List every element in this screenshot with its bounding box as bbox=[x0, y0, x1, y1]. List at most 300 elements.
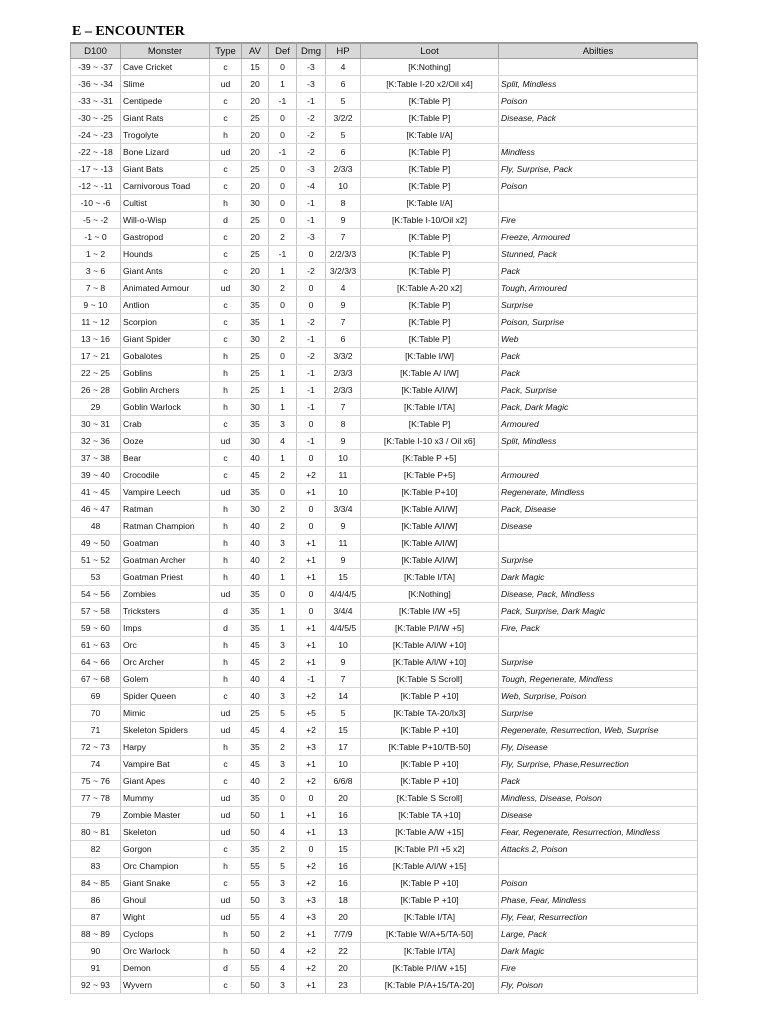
cell-loot: [K:Table P +10] bbox=[361, 875, 499, 892]
cell-d100: -39 ~ -37 bbox=[71, 59, 121, 76]
cell-type: ud bbox=[210, 722, 242, 739]
cell-monster: Mimic bbox=[121, 705, 210, 722]
cell-loot: [K:Table P] bbox=[361, 246, 499, 263]
cell-monster: Zombie Master bbox=[121, 807, 210, 824]
table-row bbox=[71, 875, 698, 892]
cell-av: 25 bbox=[242, 382, 269, 399]
cell-hp: 11 bbox=[326, 467, 361, 484]
cell-loot: [K:Table P] bbox=[361, 110, 499, 127]
cell-d100: 72 ~ 73 bbox=[71, 739, 121, 756]
table-row bbox=[71, 790, 698, 807]
cell-loot: [K:Table P +5] bbox=[361, 450, 499, 467]
cell-loot: [K:Table A/W +15] bbox=[361, 824, 499, 841]
cell-type: ud bbox=[210, 586, 242, 603]
cell-av: 50 bbox=[242, 977, 269, 994]
cell-def: 1 bbox=[269, 314, 297, 331]
cell-av: 55 bbox=[242, 909, 269, 926]
cell-d100: 79 bbox=[71, 807, 121, 824]
cell-hp: 10 bbox=[326, 756, 361, 773]
cell-def: 0 bbox=[269, 212, 297, 229]
cell-abilities: Phase, Fear, Mindless bbox=[499, 892, 698, 909]
cell-abilities: Fear, Regenerate, Resurrection, Mindless bbox=[499, 824, 698, 841]
cell-type: h bbox=[210, 926, 242, 943]
cell-abilities: Pack, Dark Magic bbox=[499, 399, 698, 416]
cell-abilities: Fly, Surprise, Pack bbox=[499, 161, 698, 178]
cell-dmg: -1 bbox=[297, 399, 326, 416]
table-row bbox=[71, 603, 698, 620]
cell-dmg: -2 bbox=[297, 348, 326, 365]
cell-hp: 6/6/8 bbox=[326, 773, 361, 790]
cell-abilities: Pack bbox=[499, 365, 698, 382]
cell-dmg: 0 bbox=[297, 841, 326, 858]
cell-def: 2 bbox=[269, 654, 297, 671]
table-row bbox=[71, 467, 698, 484]
cell-monster: Giant Spider bbox=[121, 331, 210, 348]
page-title: E – ENCOUNTER bbox=[70, 22, 697, 43]
cell-monster: Skeleton Spiders bbox=[121, 722, 210, 739]
cell-type: c bbox=[210, 314, 242, 331]
cell-def: 4 bbox=[269, 433, 297, 450]
cell-dmg: +1 bbox=[297, 637, 326, 654]
cell-abilities: Poison, Surprise bbox=[499, 314, 698, 331]
cell-monster: Zombies bbox=[121, 586, 210, 603]
cell-type: c bbox=[210, 875, 242, 892]
cell-def: -1 bbox=[269, 93, 297, 110]
cell-hp: 9 bbox=[326, 433, 361, 450]
cell-loot: [K:Table P/A+15/TA-20] bbox=[361, 977, 499, 994]
cell-abilities: Pack, Surprise bbox=[499, 382, 698, 399]
cell-type: ud bbox=[210, 892, 242, 909]
cell-type: c bbox=[210, 977, 242, 994]
cell-type: h bbox=[210, 501, 242, 518]
cell-hp: 9 bbox=[326, 654, 361, 671]
cell-monster: Orc Archer bbox=[121, 654, 210, 671]
table-row bbox=[71, 416, 698, 433]
cell-av: 20 bbox=[242, 229, 269, 246]
cell-def: 0 bbox=[269, 59, 297, 76]
cell-type: ud bbox=[210, 76, 242, 93]
cell-d100: -10 ~ -6 bbox=[71, 195, 121, 212]
table-row bbox=[71, 76, 698, 93]
cell-abilities bbox=[499, 858, 698, 875]
cell-def: 1 bbox=[269, 603, 297, 620]
cell-def: 2 bbox=[269, 926, 297, 943]
cell-d100: 54 ~ 56 bbox=[71, 586, 121, 603]
cell-loot: [K:Table I/TA] bbox=[361, 943, 499, 960]
cell-monster: Giant Snake bbox=[121, 875, 210, 892]
column-header-def: Def bbox=[269, 44, 297, 59]
table-row bbox=[71, 620, 698, 637]
cell-monster: Bone Lizard bbox=[121, 144, 210, 161]
cell-type: d bbox=[210, 620, 242, 637]
cell-type: h bbox=[210, 654, 242, 671]
cell-monster: Giant Ants bbox=[121, 263, 210, 280]
cell-def: 0 bbox=[269, 484, 297, 501]
cell-def: 2 bbox=[269, 229, 297, 246]
cell-av: 20 bbox=[242, 93, 269, 110]
encounter-sheet bbox=[70, 22, 697, 994]
cell-hp: 6 bbox=[326, 331, 361, 348]
cell-type: c bbox=[210, 331, 242, 348]
cell-loot: [K:Table A/I/W] bbox=[361, 382, 499, 399]
cell-dmg: -3 bbox=[297, 76, 326, 93]
cell-abilities: Pack bbox=[499, 263, 698, 280]
cell-abilities bbox=[499, 195, 698, 212]
cell-abilities: Pack bbox=[499, 348, 698, 365]
cell-type: ud bbox=[210, 790, 242, 807]
cell-abilities: Surprise bbox=[499, 297, 698, 314]
cell-type: d bbox=[210, 603, 242, 620]
cell-av: 40 bbox=[242, 552, 269, 569]
cell-av: 25 bbox=[242, 161, 269, 178]
cell-monster: Trogolyte bbox=[121, 127, 210, 144]
cell-loot: [K:Table P] bbox=[361, 161, 499, 178]
cell-abilities: Fire, Pack bbox=[499, 620, 698, 637]
cell-loot: [K:Nothing] bbox=[361, 586, 499, 603]
cell-av: 35 bbox=[242, 314, 269, 331]
cell-av: 25 bbox=[242, 365, 269, 382]
cell-loot: [K:Table W/A+5/TA-50] bbox=[361, 926, 499, 943]
cell-type: d bbox=[210, 212, 242, 229]
cell-type: h bbox=[210, 858, 242, 875]
cell-loot: [K:Table I/TA] bbox=[361, 909, 499, 926]
cell-def: 3 bbox=[269, 756, 297, 773]
table-row bbox=[71, 841, 698, 858]
table-row bbox=[71, 518, 698, 535]
cell-av: 45 bbox=[242, 756, 269, 773]
cell-def: 1 bbox=[269, 263, 297, 280]
cell-hp: 10 bbox=[326, 484, 361, 501]
cell-dmg: -1 bbox=[297, 212, 326, 229]
cell-type: h bbox=[210, 127, 242, 144]
cell-def: 3 bbox=[269, 637, 297, 654]
cell-d100: 92 ~ 93 bbox=[71, 977, 121, 994]
cell-abilities: Pack, Surprise, Dark Magic bbox=[499, 603, 698, 620]
table-row bbox=[71, 637, 698, 654]
cell-abilities: Large, Pack bbox=[499, 926, 698, 943]
cell-hp: 9 bbox=[326, 212, 361, 229]
cell-monster: Demon bbox=[121, 960, 210, 977]
table-row bbox=[71, 909, 698, 926]
table-row bbox=[71, 960, 698, 977]
cell-type: d bbox=[210, 960, 242, 977]
cell-abilities: Fly, Disease bbox=[499, 739, 698, 756]
table-row bbox=[71, 654, 698, 671]
cell-hp: 10 bbox=[326, 178, 361, 195]
cell-av: 45 bbox=[242, 637, 269, 654]
cell-loot: [K:Table A/ I/W] bbox=[361, 365, 499, 382]
cell-def: 4 bbox=[269, 909, 297, 926]
cell-d100: -1 ~ 0 bbox=[71, 229, 121, 246]
cell-def: 3 bbox=[269, 535, 297, 552]
cell-av: 20 bbox=[242, 178, 269, 195]
cell-abilities: Freeze, Armoured bbox=[499, 229, 698, 246]
cell-av: 35 bbox=[242, 416, 269, 433]
cell-d100: -12 ~ -11 bbox=[71, 178, 121, 195]
cell-abilities: Disease bbox=[499, 807, 698, 824]
cell-av: 25 bbox=[242, 348, 269, 365]
cell-type: h bbox=[210, 365, 242, 382]
cell-hp: 7 bbox=[326, 229, 361, 246]
cell-av: 45 bbox=[242, 467, 269, 484]
cell-monster: Hounds bbox=[121, 246, 210, 263]
cell-monster: Will-o-Wisp bbox=[121, 212, 210, 229]
cell-dmg: -4 bbox=[297, 178, 326, 195]
cell-monster: Vampire Bat bbox=[121, 756, 210, 773]
column-header-d100: D100 bbox=[71, 44, 121, 59]
cell-loot: [K:Table I/W +5] bbox=[361, 603, 499, 620]
cell-loot: [K:Table P+10/TB-50] bbox=[361, 739, 499, 756]
cell-loot: [K:Table I/TA] bbox=[361, 399, 499, 416]
cell-def: 2 bbox=[269, 467, 297, 484]
cell-d100: 49 ~ 50 bbox=[71, 535, 121, 552]
cell-loot: [K:Table P +10] bbox=[361, 892, 499, 909]
cell-type: h bbox=[210, 943, 242, 960]
cell-loot: [K:Table P/I +5 x2] bbox=[361, 841, 499, 858]
cell-abilities: Pack bbox=[499, 773, 698, 790]
cell-monster: Orc bbox=[121, 637, 210, 654]
cell-type: h bbox=[210, 195, 242, 212]
cell-dmg: -2 bbox=[297, 314, 326, 331]
cell-d100: 82 bbox=[71, 841, 121, 858]
cell-av: 15 bbox=[242, 59, 269, 76]
cell-hp: 5 bbox=[326, 93, 361, 110]
cell-av: 50 bbox=[242, 807, 269, 824]
cell-hp: 3/2/2 bbox=[326, 110, 361, 127]
cell-abilities: Surprise bbox=[499, 654, 698, 671]
cell-abilities: Armoured bbox=[499, 416, 698, 433]
column-header-av: AV bbox=[242, 44, 269, 59]
cell-def: 1 bbox=[269, 569, 297, 586]
table-row bbox=[71, 263, 698, 280]
cell-type: c bbox=[210, 263, 242, 280]
cell-hp: 16 bbox=[326, 858, 361, 875]
cell-loot: [K:Table I-10 x3 / Oil x6] bbox=[361, 433, 499, 450]
cell-def: 0 bbox=[269, 127, 297, 144]
cell-d100: 3 ~ 6 bbox=[71, 263, 121, 280]
cell-hp: 3/3/2 bbox=[326, 348, 361, 365]
cell-def: 3 bbox=[269, 688, 297, 705]
cell-def: 1 bbox=[269, 620, 297, 637]
table-row bbox=[71, 450, 698, 467]
cell-av: 30 bbox=[242, 433, 269, 450]
cell-loot: [K:Table P +10] bbox=[361, 756, 499, 773]
cell-type: h bbox=[210, 637, 242, 654]
cell-type: ud bbox=[210, 433, 242, 450]
cell-monster: Vampire Leech bbox=[121, 484, 210, 501]
cell-dmg: -1 bbox=[297, 365, 326, 382]
cell-type: c bbox=[210, 841, 242, 858]
cell-hp: 2/3/3 bbox=[326, 161, 361, 178]
cell-monster: Tricksters bbox=[121, 603, 210, 620]
cell-dmg: -1 bbox=[297, 671, 326, 688]
cell-d100: 53 bbox=[71, 569, 121, 586]
cell-dmg: 0 bbox=[297, 790, 326, 807]
cell-dmg: -3 bbox=[297, 161, 326, 178]
table-row bbox=[71, 586, 698, 603]
cell-dmg: +1 bbox=[297, 620, 326, 637]
cell-type: h bbox=[210, 348, 242, 365]
cell-monster: Gastropod bbox=[121, 229, 210, 246]
cell-monster: Imps bbox=[121, 620, 210, 637]
cell-loot: [K:Table TA-20/Ix3] bbox=[361, 705, 499, 722]
cell-monster: Giant Apes bbox=[121, 773, 210, 790]
table-row bbox=[71, 926, 698, 943]
cell-hp: 4/4/4/5 bbox=[326, 586, 361, 603]
cell-type: h bbox=[210, 552, 242, 569]
cell-loot: [K:Table P +10] bbox=[361, 722, 499, 739]
cell-monster: Wyvern bbox=[121, 977, 210, 994]
cell-d100: 30 ~ 31 bbox=[71, 416, 121, 433]
cell-type: c bbox=[210, 246, 242, 263]
cell-dmg: 0 bbox=[297, 586, 326, 603]
cell-loot: [K:Table P+5] bbox=[361, 467, 499, 484]
cell-def: 0 bbox=[269, 586, 297, 603]
table-row bbox=[71, 739, 698, 756]
cell-dmg: 0 bbox=[297, 450, 326, 467]
cell-def: 4 bbox=[269, 943, 297, 960]
cell-monster: Centipede bbox=[121, 93, 210, 110]
cell-type: c bbox=[210, 59, 242, 76]
cell-loot: [K:Table P+10] bbox=[361, 484, 499, 501]
cell-av: 35 bbox=[242, 586, 269, 603]
cell-abilities: Fly, Fear, Resurrection bbox=[499, 909, 698, 926]
cell-type: h bbox=[210, 399, 242, 416]
cell-av: 25 bbox=[242, 705, 269, 722]
cell-d100: 70 bbox=[71, 705, 121, 722]
cell-abilities: Web, Surprise, Poison bbox=[499, 688, 698, 705]
cell-monster: Orc Champion bbox=[121, 858, 210, 875]
cell-loot: [K:Table P] bbox=[361, 144, 499, 161]
cell-loot: [K:Table S Scroll] bbox=[361, 671, 499, 688]
cell-hp: 6 bbox=[326, 144, 361, 161]
cell-hp: 13 bbox=[326, 824, 361, 841]
cell-type: c bbox=[210, 756, 242, 773]
cell-def: 4 bbox=[269, 960, 297, 977]
cell-monster: Cave Cricket bbox=[121, 59, 210, 76]
cell-def: 1 bbox=[269, 382, 297, 399]
table-row bbox=[71, 93, 698, 110]
cell-dmg: +1 bbox=[297, 654, 326, 671]
cell-av: 50 bbox=[242, 943, 269, 960]
cell-hp: 20 bbox=[326, 960, 361, 977]
cell-av: 35 bbox=[242, 603, 269, 620]
cell-av: 40 bbox=[242, 671, 269, 688]
cell-d100: -5 ~ -2 bbox=[71, 212, 121, 229]
cell-d100: 84 ~ 85 bbox=[71, 875, 121, 892]
cell-av: 30 bbox=[242, 331, 269, 348]
cell-d100: 26 ~ 28 bbox=[71, 382, 121, 399]
cell-type: h bbox=[210, 671, 242, 688]
cell-monster: Goblin Archers bbox=[121, 382, 210, 399]
cell-def: 0 bbox=[269, 110, 297, 127]
cell-hp: 2/3/3 bbox=[326, 365, 361, 382]
cell-hp: 23 bbox=[326, 977, 361, 994]
cell-av: 45 bbox=[242, 654, 269, 671]
cell-abilities bbox=[499, 637, 698, 654]
cell-loot: [K:Table I/A] bbox=[361, 195, 499, 212]
cell-hp: 4/4/5/5 bbox=[326, 620, 361, 637]
cell-loot: [K:Table P] bbox=[361, 297, 499, 314]
cell-hp: 17 bbox=[326, 739, 361, 756]
cell-loot: [K:Table A/I/W +10] bbox=[361, 637, 499, 654]
cell-dmg: +3 bbox=[297, 739, 326, 756]
cell-monster: Mummy bbox=[121, 790, 210, 807]
cell-monster: Goatman Archer bbox=[121, 552, 210, 569]
table-row bbox=[71, 127, 698, 144]
cell-abilities: Armoured bbox=[499, 467, 698, 484]
cell-av: 40 bbox=[242, 773, 269, 790]
table-row bbox=[71, 297, 698, 314]
cell-abilities: Dark Magic bbox=[499, 569, 698, 586]
cell-abilities: Tough, Armoured bbox=[499, 280, 698, 297]
cell-def: 1 bbox=[269, 365, 297, 382]
cell-loot: [K:Table P/I/W +15] bbox=[361, 960, 499, 977]
cell-dmg: -1 bbox=[297, 433, 326, 450]
cell-loot: [K:Table P +10] bbox=[361, 773, 499, 790]
cell-loot: [K:Table P +10] bbox=[361, 688, 499, 705]
cell-dmg: 0 bbox=[297, 603, 326, 620]
cell-hp: 15 bbox=[326, 569, 361, 586]
cell-monster: Scorpion bbox=[121, 314, 210, 331]
cell-def: 1 bbox=[269, 76, 297, 93]
table-row bbox=[71, 331, 698, 348]
cell-def: 2 bbox=[269, 501, 297, 518]
table-row bbox=[71, 212, 698, 229]
cell-def: 2 bbox=[269, 773, 297, 790]
cell-d100: 75 ~ 76 bbox=[71, 773, 121, 790]
cell-d100: 88 ~ 89 bbox=[71, 926, 121, 943]
cell-hp: 15 bbox=[326, 722, 361, 739]
cell-monster: Cyclops bbox=[121, 926, 210, 943]
cell-abilities: Stunned, Pack bbox=[499, 246, 698, 263]
cell-monster: Crocodile bbox=[121, 467, 210, 484]
cell-type: ud bbox=[210, 807, 242, 824]
cell-abilities: Split, Mindless bbox=[499, 433, 698, 450]
cell-av: 40 bbox=[242, 569, 269, 586]
cell-hp: 16 bbox=[326, 875, 361, 892]
cell-hp: 2/2/3/3 bbox=[326, 246, 361, 263]
cell-monster: Slime bbox=[121, 76, 210, 93]
cell-hp: 8 bbox=[326, 416, 361, 433]
cell-loot: [K:Table P] bbox=[361, 178, 499, 195]
cell-hp: 4 bbox=[326, 280, 361, 297]
cell-d100: 39 ~ 40 bbox=[71, 467, 121, 484]
cell-dmg: 0 bbox=[297, 501, 326, 518]
cell-def: 0 bbox=[269, 348, 297, 365]
cell-type: ud bbox=[210, 280, 242, 297]
cell-dmg: +1 bbox=[297, 535, 326, 552]
cell-abilities bbox=[499, 127, 698, 144]
cell-abilities: Poison bbox=[499, 178, 698, 195]
cell-d100: 37 ~ 38 bbox=[71, 450, 121, 467]
cell-dmg: -3 bbox=[297, 59, 326, 76]
column-header-type: Type bbox=[210, 44, 242, 59]
cell-hp: 7 bbox=[326, 314, 361, 331]
cell-monster: Skeleton bbox=[121, 824, 210, 841]
cell-dmg: +1 bbox=[297, 824, 326, 841]
cell-abilities: Regenerate, Resurrection, Web, Surprise bbox=[499, 722, 698, 739]
cell-abilities: Mindless, Disease, Poison bbox=[499, 790, 698, 807]
table-row bbox=[71, 229, 698, 246]
cell-monster: Golem bbox=[121, 671, 210, 688]
cell-monster: Goblin Warlock bbox=[121, 399, 210, 416]
cell-d100: -30 ~ -25 bbox=[71, 110, 121, 127]
cell-abilities: Web bbox=[499, 331, 698, 348]
cell-type: c bbox=[210, 161, 242, 178]
cell-type: h bbox=[210, 518, 242, 535]
table-row bbox=[71, 365, 698, 382]
